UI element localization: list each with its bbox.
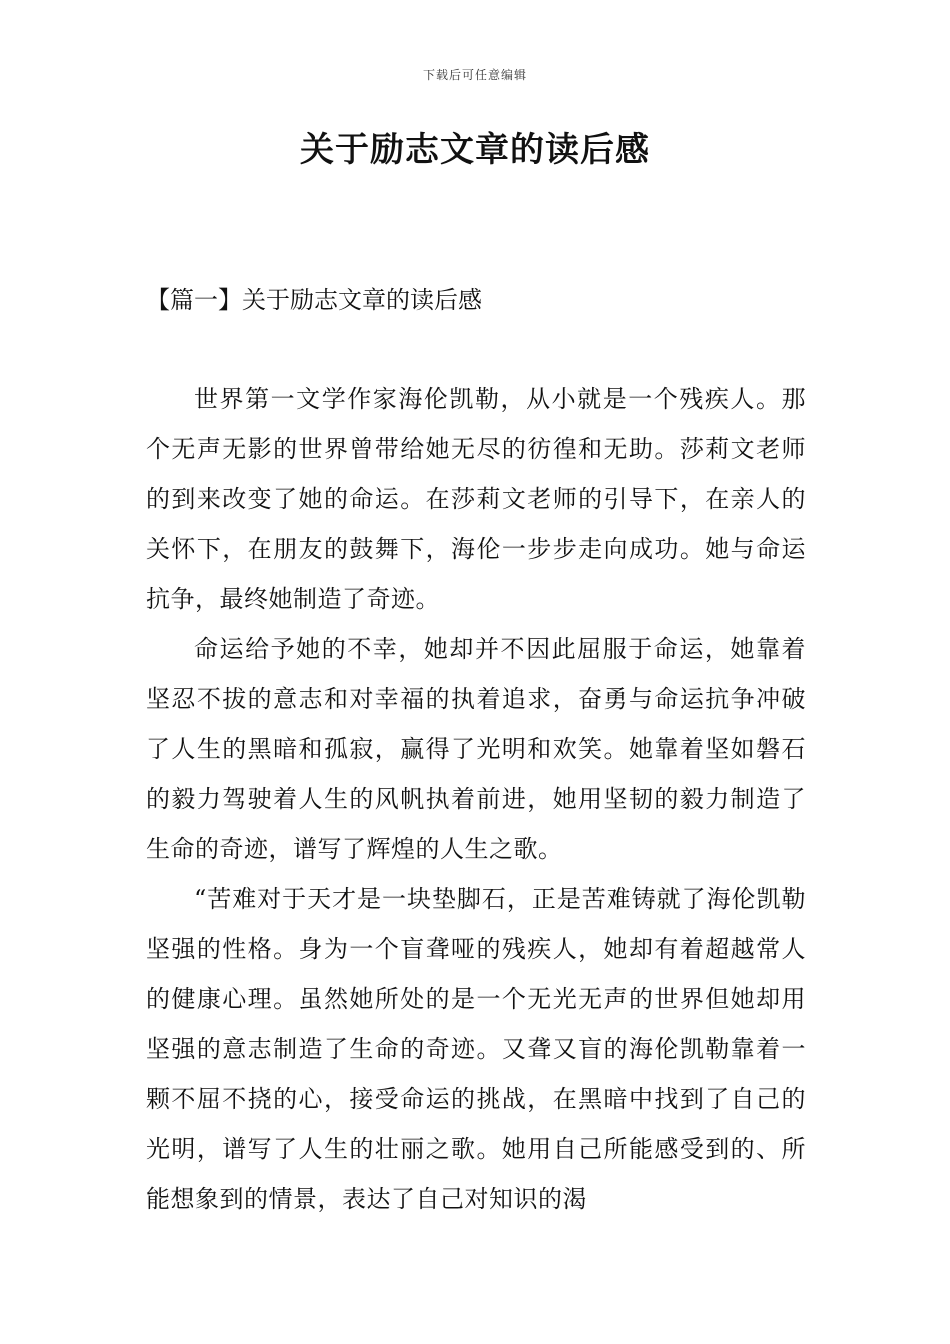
document-body [146, 374, 806, 1224]
paragraph-1: 世界第一文学作家海伦凯勒，从小就是一个残疾人。那个无声无影的世界曾带给她无尽的彷徨和无助。莎莉文老师的到来改变了她的命运。在莎莉文老师的引导下，在亲人的关怀下，在朋友的鼓舞下，海伦一步步走向成功。她与命运抗争，最终她制造了奇迹。 [146, 385, 806, 613]
section-heading: 【篇一】关于励志文章的读后感 [146, 286, 482, 314]
paragraph-2: 命运给予她的不幸，她却并不因此屈服于命运，她靠着坚忍不拔的意志和对幸福的执着追求，奋勇与命运抗争冲破了人生的黑暗和孤寂，赢得了光明和欢笑。她靠着坚如磐石的毅力驾驶着人生的风帆执着前进，她用坚韧的毅力制造了生命的奇迹，谱写了辉煌的人生之歌。 [146, 635, 806, 863]
paragraph-3: “苦难对于天才是一块垫脚石，正是苦难铸就了海伦凯勒坚强的性格。身为一个盲聋哑的残疾人，她却有着超越常人的健康心理。虽然她所处的是一个无光无声的世界但她却用坚强的意志制造了生命的奇迹。又聋又盲的海伦凯勒靠着一颗不屈不挠的心，接受命运的挑战，在黑暗中找到了自己的光明，谱写了人生的壮丽之歌。她用自己所能感受到的、所能想象到的情景，表达了自己对知识的渴 [146, 885, 806, 1213]
document-title: 关于励志文章的读后感 [300, 130, 650, 170]
header-note: 下载后可任意编辑 [422, 68, 527, 82]
